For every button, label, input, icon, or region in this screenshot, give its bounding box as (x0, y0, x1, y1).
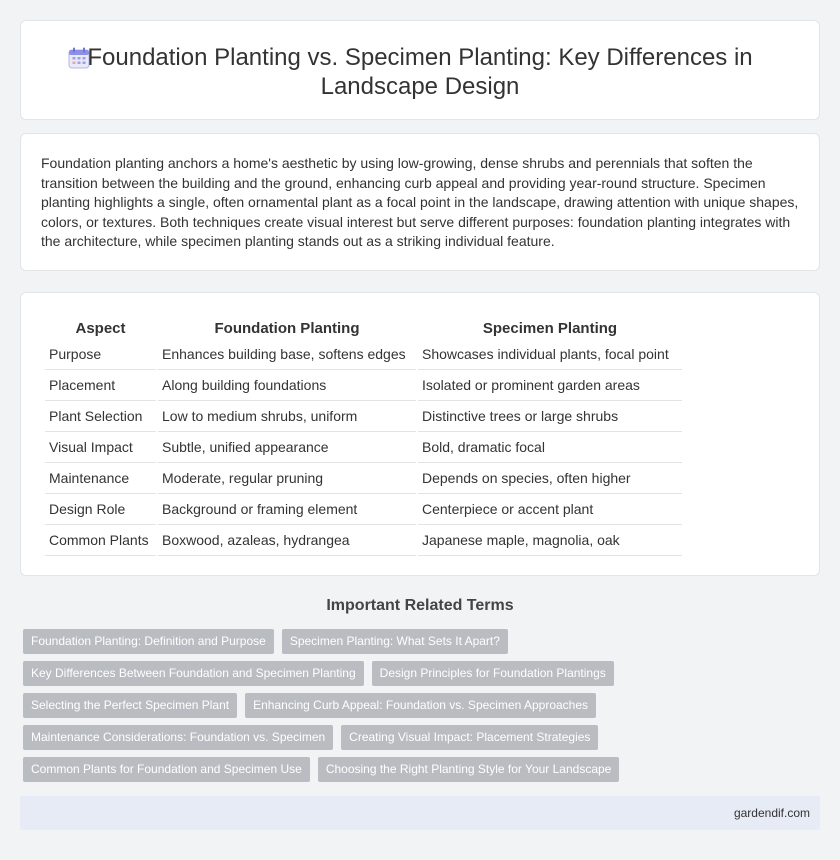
related-tag-maintenance[interactable]: Maintenance Considerations: Foundation vs. Specimen (23, 725, 333, 750)
table-row (45, 463, 682, 494)
comparison-card (20, 292, 820, 576)
header-card (20, 20, 820, 120)
cell-aspect: Maintenance (45, 463, 156, 494)
cell-specimen: Bold, dramatic focal (418, 432, 682, 463)
cell-aspect: Visual Impact (45, 432, 156, 463)
cell-foundation: Subtle, unified appearance (158, 432, 416, 463)
related-tag-design-principles[interactable]: Design Principles for Foundation Plantings (372, 661, 614, 686)
cell-aspect: Purpose (45, 339, 156, 370)
summary-paragraph: Foundation planting anchors a home's aesthetic by using low-growing, dense shrubs and perennials that soften the transition between the building and the ground, enhancing curb appeal and providing year-round structure. Specimen planting highlights a single, often ornamental plant as a focal point in the landscape, drawing attention with unique shapes, colors, or textures. Both techniques create visual interest but serve different purposes: foundation planting integrates with the architecture, while specimen planting stands out as a striking individual feature. (41, 155, 799, 249)
cell-foundation: Enhances building base, softens edges (158, 339, 416, 370)
cell-specimen: Isolated or prominent garden areas (418, 370, 682, 401)
header-foundation: Foundation Planting (214, 320, 360, 337)
related-terms-heading: Important Related Terms (326, 597, 514, 614)
cell-aspect: Common Plants (45, 525, 156, 556)
header-specimen: Specimen Planting (482, 320, 618, 337)
cell-foundation: Background or framing element (158, 494, 416, 525)
cell-specimen: Distinctive trees or large shrubs (418, 401, 682, 432)
cell-specimen: Japanese maple, magnolia, oak (418, 525, 682, 556)
table-row (45, 432, 682, 463)
related-tag-common-plants[interactable]: Common Plants for Foundation and Specimen Use (23, 757, 310, 782)
table-row (45, 525, 682, 556)
related-tag-selecting-specimen[interactable]: Selecting the Perfect Specimen Plant (23, 693, 237, 718)
cell-aspect: Placement (45, 370, 156, 401)
header-aspect: Aspect (75, 320, 126, 337)
related-tag-key-differences[interactable]: Key Differences Between Foundation and Specimen Planting (23, 661, 364, 686)
table-row (45, 401, 682, 432)
tag-row (23, 725, 598, 750)
footer-bar (20, 796, 820, 830)
cell-specimen: Showcases individual plants, focal point (418, 339, 682, 370)
related-tag-visual-impact[interactable]: Creating Visual Impact: Placement Strategies (341, 725, 598, 750)
related-tag-curb-appeal[interactable]: Enhancing Curb Appeal: Foundation vs. Specimen Approaches (245, 693, 596, 718)
cell-specimen: Centerpiece or accent plant (418, 494, 682, 525)
table-row (45, 370, 682, 401)
cell-aspect: Plant Selection (45, 401, 156, 432)
tag-row (23, 757, 619, 782)
cell-foundation: Low to medium shrubs, uniform (158, 401, 416, 432)
cell-foundation: Moderate, regular pruning (158, 463, 416, 494)
related-tag-choosing-style[interactable]: Choosing the Right Planting Style for Your Landscape (318, 757, 620, 782)
comparison-table (43, 315, 684, 556)
footer-site-link[interactable]: gardendif.com (733, 806, 810, 820)
related-tag-foundation-definition[interactable]: Foundation Planting: Definition and Purpose (23, 629, 274, 654)
table-row (45, 494, 682, 525)
cell-aspect: Design Role (45, 494, 156, 525)
tag-row (23, 629, 508, 654)
table-row (45, 339, 682, 370)
table-header-row (45, 315, 682, 339)
cell-foundation: Boxwood, azaleas, hydrangea (158, 525, 416, 556)
tag-row (23, 693, 596, 718)
related-tag-specimen-apart[interactable]: Specimen Planting: What Sets It Apart? (282, 629, 508, 654)
cell-foundation: Along building foundations (158, 370, 416, 401)
page-title: Foundation Planting vs. Specimen Planting: Key Differences in Landscape Design (87, 44, 753, 100)
summary-card (20, 133, 820, 271)
cell-specimen: Depends on species, often higher (418, 463, 682, 494)
tag-row (23, 661, 614, 686)
